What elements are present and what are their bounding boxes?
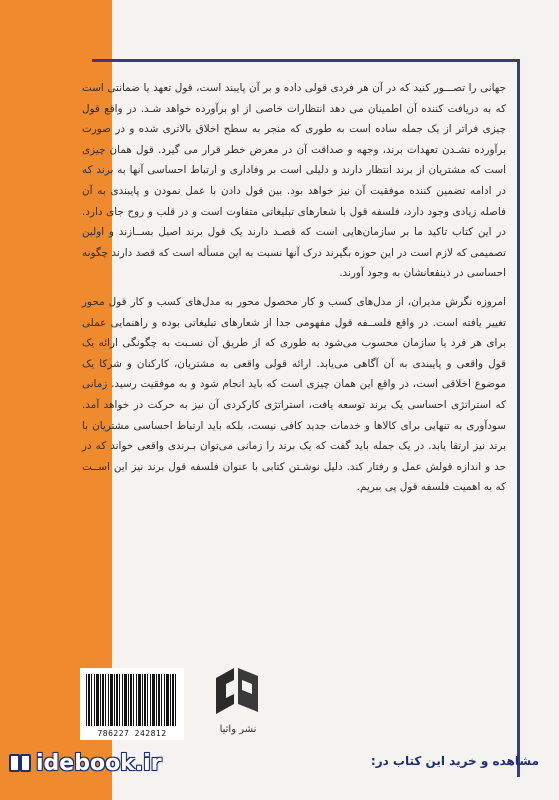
paragraph-1: جهانی را تصـــور کنید که در آن هر فردی قولی داده و بر آن پایبند است، قول تعهد یا ضمانتی است که به دریافت کننده آن اطمینان می دهد انتظارات خاصی از او برآورده خواهد شـد. در واقع قول چیزی فراتر از یک جمله ساده است به طوری که منجر به سطح اخلاق بالاتری شده و در صورت برآورده نشـدن تعهدات برند، وجهه و صداقت آن در معرض خطر قرار می گیرد. قول همان چیزی است که مشتریان از برند انتظار دارند و دلیلی است بر وفاداری و ارتباط احساسی آنها به برند که در ادامه تضمین کننده موفقیت آن نیز خواهد بود. بین قول دادن با عمل نمودن و پایبندی به آن فاصله زیادی وجود دارد، فلسفه قول با شعارهای تبلیغاتی متفاوت است و در قلب و روح جای دارد. در این کتاب تاکید ما بر سازمان‌هایی است که قصـد دارند یک قول برند اصیل بســازند و اولین تصمیمی که لازم است در این حوزه بگیرند درک آنها نسبت به این مسأله است که قصد دارند چگونه احساسی در ذینفعانشان به وجود آورند. <box>82 82 506 280</box>
publisher-name: نشر واثیا <box>219 724 257 735</box>
watermark-cta: مشاهده و خرید این کتاب در: <box>370 754 539 768</box>
paragraph-2: امروزه نگرش مدیران، از مدل‌های کسب و کار محصول محور به مدل‌های کسب و کار قول محور تغییر یافته است. در واقع فلســفه قول مفهومی جدا از شعارهای تبلیغاتی بوده و راهنمایی عملی برای هر فرد یا سازمان محسوب می‌شود به طوری که از طریق آن نسـبت به چگونگی ارائه یک قول واقعی و پایبندی به آن آگاهی می‌یابد. ارائه قولی واقعی به مشتریان، کارکنان و شرکا یک موضوع اخلاقی است، در واقع این همان چیزی است که باید انجام شود و به موفقیت رسید. زمانی که استراتژی احساسی یک برند توسعه یافت، استراتژی کارکردی آن نیز به حرکت در خواهد آمد. سودآوری به تنهایی برای کالاها و خدمات جدید کافی نیست، بلکه باید ارتباط احساسی مشتریان با برند نیز ارتقا یابد. در یک جمله باید گفت که یک برند را زمانی می‌توان بـرندی واقعی خواند که در حد و اندازه قولش عمل و رفتار کند. دلیل نوشـتن کتابی با عنوان فلسفه قول برند نیز این اســت که به اهمیت فلسفه قول پی ببریم. <box>82 295 506 494</box>
frame-line-top <box>92 59 520 62</box>
book-icon <box>8 751 32 775</box>
barcode-number: 786227 242812 <box>97 729 167 738</box>
barcode-bars <box>86 674 178 726</box>
isbn-barcode <box>80 668 184 740</box>
frame-line-right <box>517 59 520 777</box>
watermark-brand: idebook.ir <box>36 750 162 776</box>
watermark-banner <box>0 748 559 782</box>
back-cover-text <box>82 78 506 506</box>
publisher-logo-icon <box>212 664 264 726</box>
watermark-logo <box>8 748 162 778</box>
